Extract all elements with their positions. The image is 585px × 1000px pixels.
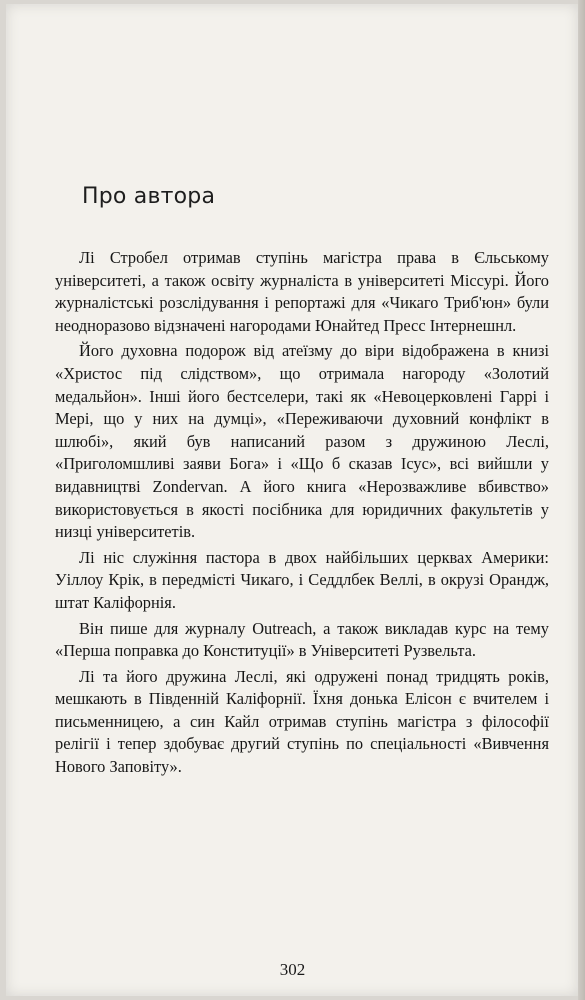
paragraph-family: Лі та його дружина Леслі, які одружені понад тридцять років, мешкають в Південній Каліфорнії. Їхня донька Елісон є вчителем і письменницею, а син Кайл отримав ступінь магістра з філософії релігії і тепер здобуває другий ступінь по спеціальності «Вивчення Нового Заповіту». [55, 666, 549, 777]
body-text [55, 247, 549, 779]
paragraph-ministry: Лі ніс служіння пастора в двох найбільших церквах Америки: Уіллоу Крік, в передмісті Чикаго, і Седдлбек Веллі, в окрузі Орандж, штат Каліфорнія. [55, 547, 549, 612]
paragraph-books: Його духовна подорож від атеїзму до віри відображена в книзі «Христос під слідством», що отримала нагороду «Золотий медальйон». Інші його бестселери, такі як «Невоцерковлені Гаррі і Мері, що у них на думці», «Переживаючи духовний конфлікт в шлюбі», який був написаний разом з дружиною Леслі, «Приголомшливі заяви Бога» і «Що б сказав Ісус», всі вийшли у видавництві Zondervan. А його книга «Нерозважливе вбивство» використовується в якості посібника для юридичних факультетів у низці університетів. [55, 341, 549, 542]
paragraph-education: Лі Стробел отримав ступінь магістра права в Єльському університеті, а також освіту журналіста в університеті Міссурі. Його журналістські розслідування і репортажі для «Чикаго Триб'юн» були неодноразово відзначені нагородами Юнайтед Пресс Інтернешнл. [55, 248, 549, 335]
page-edge [578, 0, 585, 1000]
paragraph-writing: Він пише для журналу Outreach, а також викладав курс на тему «Перша поправка до Конституції» в Університеті Рузвельта. [55, 618, 549, 661]
page-number: 302 [279, 960, 306, 979]
page-title: Про автора [82, 184, 216, 209]
